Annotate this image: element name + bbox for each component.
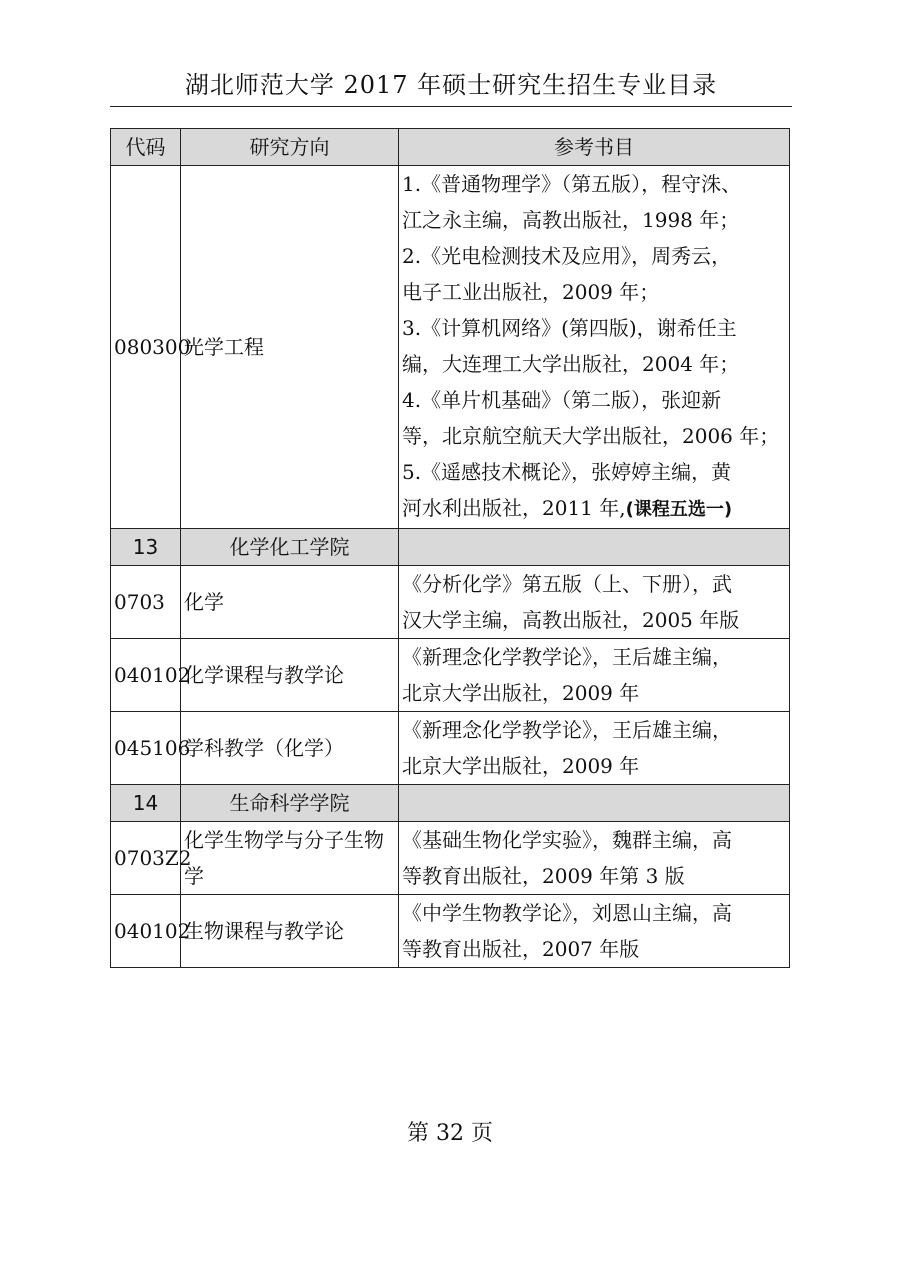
catalog-table — [110, 128, 790, 968]
college-header-row — [111, 529, 790, 566]
college-header-row — [111, 785, 790, 822]
program-code: 040102 — [111, 639, 181, 712]
direction-line: 化学生物学与分子生物 — [184, 828, 384, 852]
table-row — [111, 639, 790, 712]
research-direction: 光学工程 — [181, 166, 399, 529]
table-header-row — [111, 129, 790, 166]
column-header-direction: 研究方向 — [181, 129, 399, 166]
research-direction: 学科教学（化学） — [181, 712, 399, 785]
college-code: 14 — [111, 785, 181, 822]
research-direction — [181, 822, 399, 895]
program-code: 045106 — [111, 712, 181, 785]
column-header-references: 参考书目 — [399, 129, 790, 166]
college-name: 化学化工学院 — [181, 529, 399, 566]
research-direction: 化学 — [181, 566, 399, 639]
reference-line: 1.《普通物理学》（第五版），程守洙、 — [402, 172, 742, 196]
reference-books — [399, 822, 790, 895]
reference-books — [399, 566, 790, 639]
reference-line: 电子工业出版社，2009 年； — [402, 280, 660, 304]
selection-note: (课程五选一) — [625, 499, 733, 520]
program-code: 0703 — [111, 566, 181, 639]
table-row — [111, 712, 790, 785]
reference-books — [399, 166, 790, 529]
reference-books — [399, 895, 790, 968]
table-row — [111, 822, 790, 895]
reference-line: 等，北京航空航天大学出版社，2006 年； — [402, 424, 780, 448]
page-title: 湖北师范大学 2017 年硕士研究生招生专业目录 — [110, 64, 792, 107]
table-row — [111, 895, 790, 968]
reference-line: 《新理念化学教学论》，王后雄主编， — [402, 645, 732, 669]
reference-line: 北京大学出版社，2009 年 — [402, 754, 640, 778]
reference-books — [399, 712, 790, 785]
reference-line — [402, 490, 786, 528]
research-direction: 生物课程与教学论 — [181, 895, 399, 968]
college-code: 13 — [111, 529, 181, 566]
reference-line: 等教育出版社，2009 年第 3 版 — [402, 864, 685, 888]
college-blank-cell — [399, 785, 790, 822]
program-code: 0703Z2 — [111, 822, 181, 895]
college-blank-cell — [399, 529, 790, 566]
reference-line: 汉大学主编，高教出版社，2005 年版 — [402, 608, 740, 632]
reference-line: 5.《遥感技术概论》，张婷婷主编，黄 — [402, 460, 732, 484]
reference-line: 《中学生物教学论》，刘恩山主编，高 — [402, 901, 732, 925]
column-header-code: 代码 — [111, 129, 181, 166]
college-name: 生命科学学院 — [181, 785, 399, 822]
reference-line: 北京大学出版社，2009 年 — [402, 681, 640, 705]
reference-line: 2.《光电检测技术及应用》，周秀云， — [402, 244, 732, 268]
reference-line: 编，大连理工大学出版社，2004 年； — [402, 352, 740, 376]
program-code: 040102 — [111, 895, 181, 968]
table-row — [111, 166, 790, 529]
reference-books — [399, 639, 790, 712]
direction-line: 学 — [184, 864, 204, 888]
reference-text: 河水利出版社，2011 年, — [402, 496, 626, 520]
research-direction: 化学课程与教学论 — [181, 639, 399, 712]
reference-line: 3.《计算机网络》(第四版)，谢希任主 — [402, 316, 737, 340]
reference-line: 江之永主编，高教出版社，1998 年； — [402, 208, 740, 232]
reference-line: 4.《单片机基础》（第二版），张迎新 — [402, 388, 722, 412]
reference-line: 《基础生物化学实验》，魏群主编，高 — [402, 828, 732, 852]
reference-line: 《分析化学》第五版（上、下册），武 — [402, 572, 732, 596]
reference-line: 等教育出版社，2007 年版 — [402, 937, 640, 961]
table-row — [111, 566, 790, 639]
page-number: 第 32 页 — [407, 1121, 493, 1146]
program-code: 080300 — [111, 166, 181, 529]
reference-line: 《新理念化学教学论》，王后雄主编， — [402, 718, 732, 742]
